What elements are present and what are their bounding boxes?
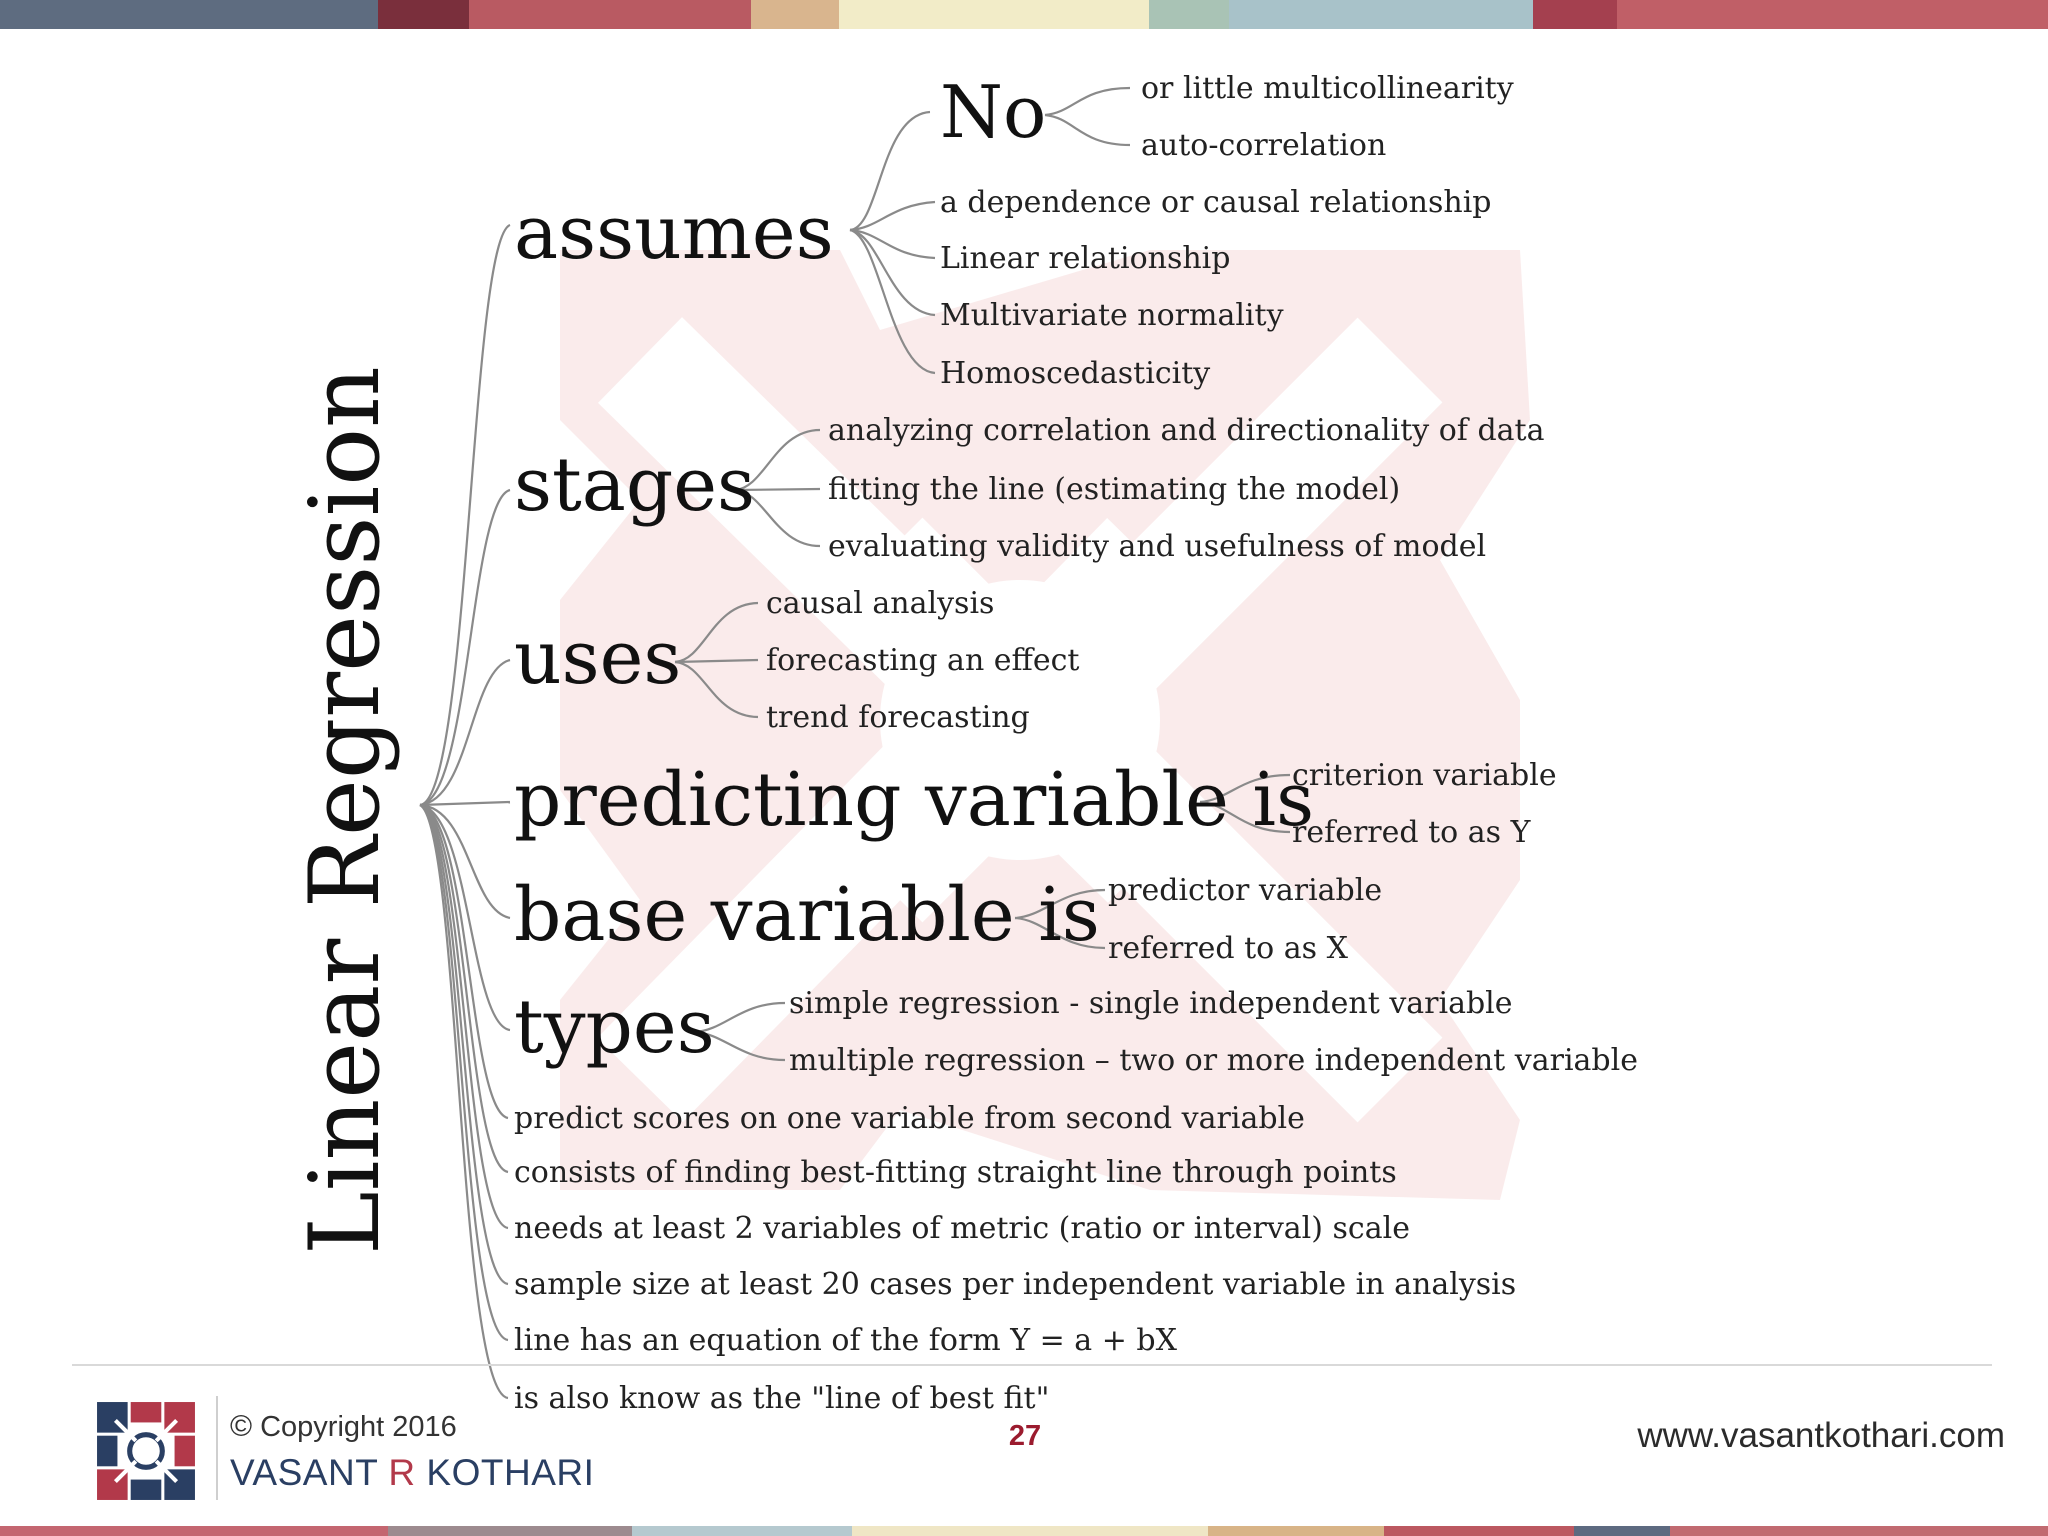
footer-divider xyxy=(72,1364,1992,1366)
author-middle: R xyxy=(388,1452,416,1493)
leaf-multicollinearity: or little multicollinearity xyxy=(1141,71,1514,106)
author-last: KOTHARI xyxy=(426,1452,595,1493)
bottom-bar-segment xyxy=(852,1526,1208,1536)
copyright-notice xyxy=(230,1410,457,1444)
leaf-dependence: a dependence or causal relationship xyxy=(940,185,1492,220)
leaf-referred-y: referred to as Y xyxy=(1292,815,1531,850)
leaf-auto-correlation: auto-correlation xyxy=(1141,128,1387,163)
note-2: consists of finding best-fitting straight line through points xyxy=(514,1155,1397,1190)
leaf-referred-x: referred to as X xyxy=(1108,931,1348,966)
leaf-linear-relationship: Linear relationship xyxy=(940,241,1231,276)
branch-uses: uses xyxy=(514,615,682,701)
leaf-use-3: trend forecasting xyxy=(766,700,1030,735)
note-1: predict scores on one variable from second variable xyxy=(514,1101,1305,1136)
connector-lines xyxy=(420,88,1290,1398)
leaf-stage-1: analyzing correlation and directionality of data xyxy=(828,413,1545,448)
bottom-bar-segment xyxy=(0,1526,388,1536)
author-first: VASANT xyxy=(230,1452,378,1493)
note-6: is also know as the "line of best fit" xyxy=(514,1381,1050,1416)
bottom-bar-segment xyxy=(388,1526,632,1536)
bottom-bar-segment xyxy=(1670,1526,2048,1536)
leaf-use-2: forecasting an effect xyxy=(766,643,1080,678)
branch-assumes: assumes xyxy=(514,190,834,276)
branch-predicting-variable: predicting variable is xyxy=(514,757,1315,843)
node-no: No xyxy=(940,70,1047,154)
branch-types: types xyxy=(514,984,715,1070)
bottom-color-bar xyxy=(0,1526,2048,1536)
leaf-criterion-variable: criterion variable xyxy=(1292,758,1557,793)
leaf-simple-regression: simple regression - single independent variable xyxy=(789,986,1513,1021)
leaf-stage-3: evaluating validity and usefulness of model xyxy=(828,529,1487,564)
copyright-text: Copyright 2016 xyxy=(260,1411,457,1443)
note-4: sample size at least 20 cases per independent variable in analysis xyxy=(514,1267,1517,1302)
leaf-multiple-regression: multiple regression – two or more independent variable xyxy=(789,1043,1638,1078)
note-3: needs at least 2 variables of metric (ratio or interval) scale xyxy=(514,1211,1410,1246)
leaf-predictor-variable: predictor variable xyxy=(1108,873,1383,908)
bottom-bar-segment xyxy=(1384,1526,1574,1536)
root-title: Linear Regression xyxy=(289,366,401,1255)
vrk-logo-icon xyxy=(95,1400,197,1502)
author-name xyxy=(230,1452,594,1494)
branch-base-variable: base variable is xyxy=(514,872,1100,958)
logo-divider xyxy=(216,1396,218,1500)
leaf-multivariate-normality: Multivariate normality xyxy=(940,298,1284,333)
bottom-bar-segment xyxy=(632,1526,852,1536)
page-number: 27 xyxy=(1008,1420,1042,1452)
bottom-bar-segment xyxy=(1574,1526,1670,1536)
bottom-bar-segment xyxy=(1208,1526,1384,1536)
leaf-use-1: causal analysis xyxy=(766,586,995,621)
leaf-homoscedasticity: Homoscedasticity xyxy=(940,356,1211,391)
note-5: line has an equation of the form Y = a + bX xyxy=(514,1323,1177,1358)
leaf-stage-2: fitting the line (estimating the model) xyxy=(828,472,1401,507)
branch-stages: stages xyxy=(514,442,755,528)
copyright-symbol: © xyxy=(230,1410,253,1443)
website-url: www.vasantkothari.com xyxy=(1637,1416,2005,1455)
